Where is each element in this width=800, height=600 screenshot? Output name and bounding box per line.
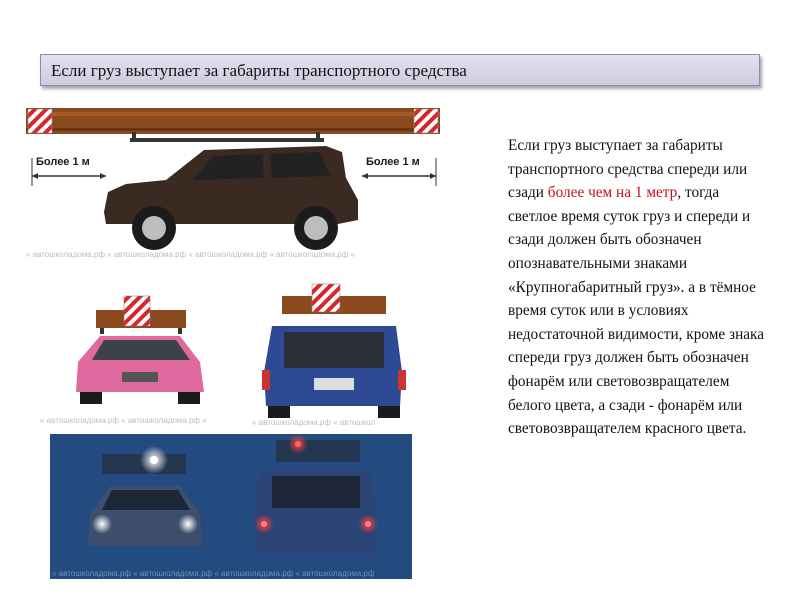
body-text-highlight: более чем на 1 метр [547,184,678,202]
body-text-part1: Если груз выступает за габариты транспортного средства спереди или сзади [508,137,748,202]
night-illustration [50,434,412,579]
measure-right-label: Более 1 м [366,156,420,168]
watermark: « автошколадома.рф « автошколадома.рф « автошколадома.рф « автошколадома.рф « [26,250,356,259]
watermark: « автошколадома.рф « автошкол [252,418,376,427]
front-day-illustration [40,292,230,426]
body-text-part2: , тогда светлое время суток груз и спереди и сзади должен быть обозначен опознавательными знаками «Крупногабаритный груз». а в тёмное время суток или в условиях недостаточной видимости, кроме знака спереди груз должен быть обозначен фонарём или световозвращателем белого цвета, а сзади - фонарём или световозвращателем красного цвета. [508,184,765,438]
warning-sign-right [414,109,438,133]
front-warning-sign [124,296,150,326]
watermark: « автошколадома.рф « автошколадома.рф « автошколадома.рф « автошколадома.рф [52,569,375,578]
measure-left-label: Более 1 м [36,156,90,168]
watermark: « автошколадома.рф « автошколадома.рф « [40,416,207,425]
body-text [508,134,772,441]
rear-day-illustration [252,282,418,428]
slide-title: Если груз выступает за габариты транспортного средства [51,61,467,80]
rear-warning-sign [312,284,340,312]
warning-sign-left [28,109,52,133]
slide-title-bar [40,54,760,86]
side-view-illustration [26,104,442,262]
